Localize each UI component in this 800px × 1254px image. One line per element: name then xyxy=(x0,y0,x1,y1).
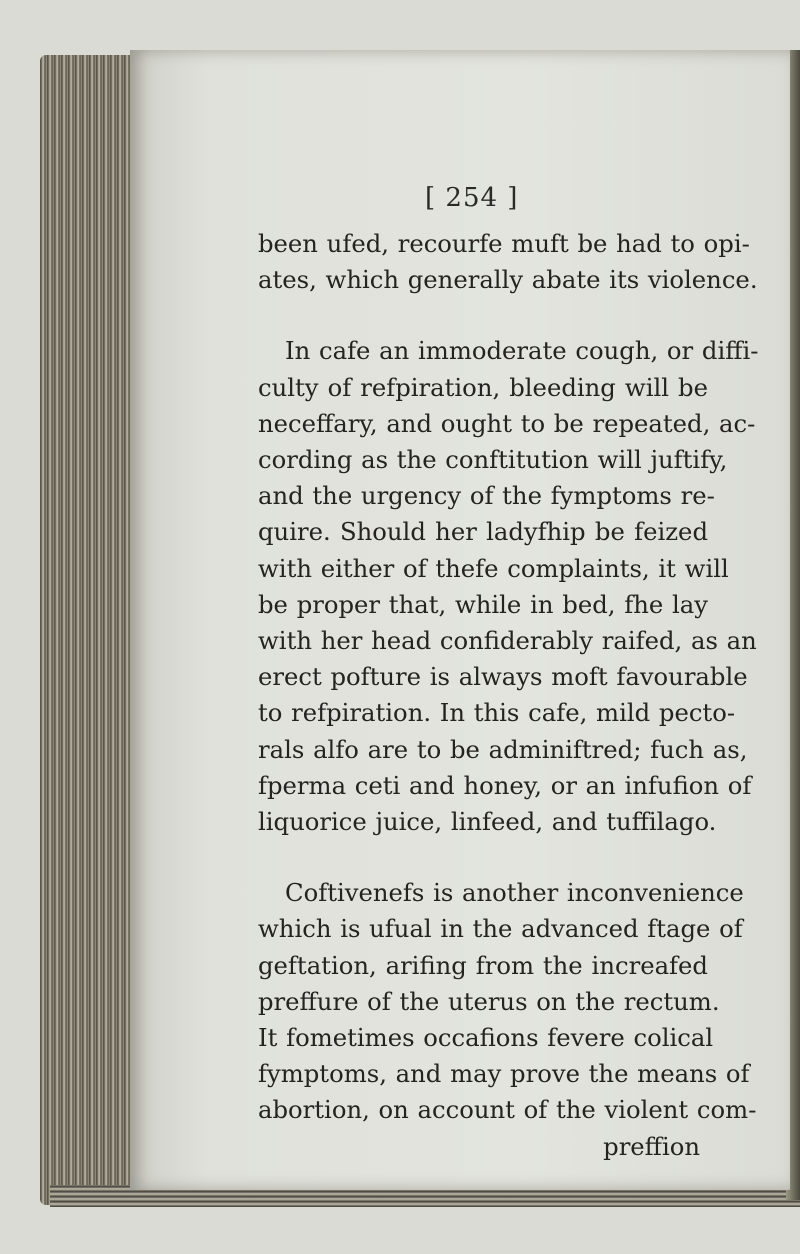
text-line: be proper that, while in bed, fhe lay xyxy=(258,589,708,619)
text-line: fperma ceti and honey, or an infufion of xyxy=(258,770,752,800)
text-line: Coftivenefs is another inconvenience xyxy=(285,878,744,908)
text-line: ates, which generally abate its violence. xyxy=(258,265,758,295)
text-line: neceffary, and ought to be repeated, ac- xyxy=(258,408,756,438)
book-page-edges-left xyxy=(40,55,135,1205)
text-line: which is ufual in the advanced ftage of xyxy=(258,914,743,944)
text-line: with either of thefe complaints, it will xyxy=(258,553,729,583)
text-line: abortion, on account of the violent com- xyxy=(258,1095,757,1125)
text-line: rals alfo are to be adminiftred; fuch as, xyxy=(258,734,748,764)
text-line: quire. Should her ladyfhip be feized xyxy=(258,517,708,547)
text-line: culty of refpiration, bleeding will be xyxy=(258,372,708,402)
text-line: been ufed, recourfe muft be had to opi- xyxy=(258,229,750,258)
text-line: liquorice juice, linfeed, and tuffilago. xyxy=(258,807,717,837)
text-line: geftation, arifing from the increafed xyxy=(258,950,708,980)
body-text xyxy=(258,226,759,1165)
catchword: preffion xyxy=(603,1131,700,1161)
page-number-header: [ 254 ] xyxy=(425,183,519,213)
text-line: cording as the conftitution will juftify, xyxy=(258,445,728,475)
text-line: and the urgency of the fymptoms re- xyxy=(258,481,715,511)
text-line: to refpiration. In this cafe, mild pecto- xyxy=(258,698,736,728)
text-line: preffure of the uterus on the rectum. xyxy=(258,986,720,1016)
text-line: fymptoms, and may prove the means of xyxy=(258,1059,750,1089)
text-line: with her head confiderably raifed, as an xyxy=(258,626,757,656)
text-line: In cafe an immoderate cough, or diffi- xyxy=(285,336,759,366)
paragraph-gap xyxy=(258,840,708,875)
paragraph-gap xyxy=(258,298,708,333)
text-line: erect pofture is always moft favourable xyxy=(258,662,748,692)
text-line: It fometimes occafions fevere colical xyxy=(258,1023,714,1053)
